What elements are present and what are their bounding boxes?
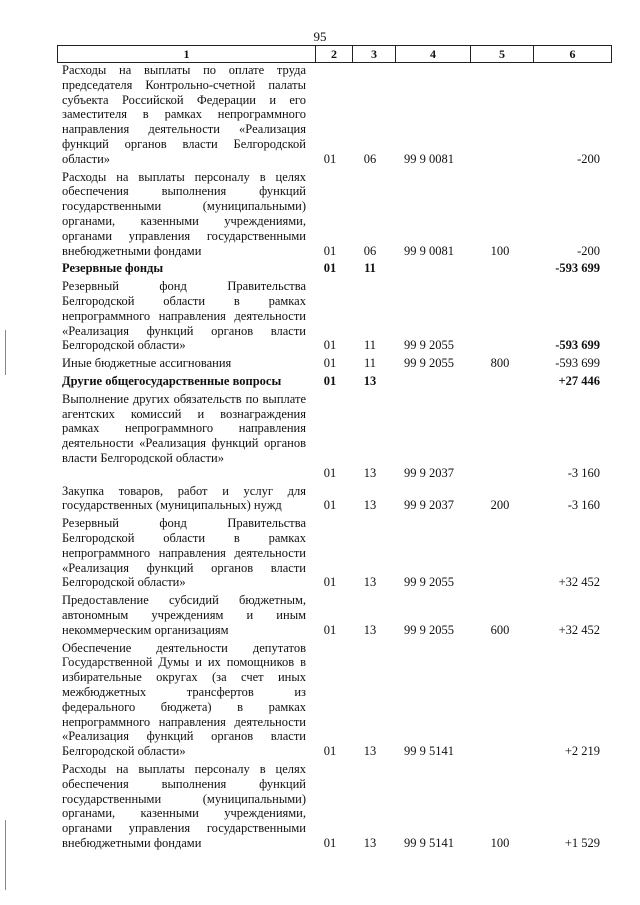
cell-c3: 06 <box>363 151 377 166</box>
cell-c3: 11 <box>363 338 377 353</box>
row-description: Другие общегосударственные вопросы <box>62 373 282 388</box>
cell-c3: 13 <box>363 575 377 590</box>
header-col-2: 2 <box>315 46 352 62</box>
cell-c4: 99 9 2037 <box>404 465 454 480</box>
row-description: Расходы на выплаты по оплате труда председателя Контрольно-счетной палаты субъекта Российской Федерации и его заместителя в рамках непрограммного направления деятельности «Реализация функций органов власти Белгородской области» <box>62 63 306 166</box>
table-row <box>0 516 640 593</box>
cell-c5: 200 <box>490 498 510 513</box>
cell-c5: 100 <box>490 243 510 258</box>
cell-c3: 13 <box>363 622 377 637</box>
cell-c6: -593 699 <box>555 356 600 371</box>
cell-c2: 01 <box>323 373 337 388</box>
cell-c6: +2 219 <box>564 744 600 759</box>
cell-c6: +1 529 <box>564 835 600 850</box>
table-row <box>0 593 640 640</box>
page-number: 95 <box>313 29 327 44</box>
table-row <box>0 279 640 356</box>
table-row <box>0 762 640 854</box>
cell-c3: 13 <box>363 744 377 759</box>
cell-c2: 01 <box>323 465 337 480</box>
cell-c6: -3 160 <box>567 465 600 480</box>
cell-c2: 01 <box>323 622 337 637</box>
cell-c3: 13 <box>363 465 377 480</box>
table-row <box>0 261 640 279</box>
cell-c2: 01 <box>323 261 337 276</box>
cell-c6: -593 699 <box>555 261 600 276</box>
cell-c2: 01 <box>323 498 337 513</box>
cell-c2: 01 <box>323 835 337 850</box>
cell-c3: 13 <box>363 835 377 850</box>
cell-c4: 99 9 2055 <box>404 622 454 637</box>
cell-c2: 01 <box>323 338 337 353</box>
cell-c2: 01 <box>323 575 337 590</box>
cell-c3: 06 <box>363 243 377 258</box>
cell-c4: 99 9 2055 <box>404 356 454 371</box>
margin-mark <box>5 330 6 375</box>
cell-c5: 800 <box>490 356 510 371</box>
table-row <box>0 484 640 517</box>
cell-c6: +32 452 <box>558 575 600 590</box>
cell-c4: 99 9 2037 <box>404 498 454 513</box>
cell-c2: 01 <box>323 744 337 759</box>
cell-c3: 13 <box>363 498 377 513</box>
row-description: Обеспечение деятельности депутатов Государственной Думы и их помощников в избирательные округах (за счет иных межбюджетных трансфертов из федерального бюджета) в рамках непрограммного направления деятельности «Реализация функций органов власти Белгородской области» <box>62 640 306 759</box>
cell-c5: 100 <box>490 835 510 850</box>
cell-c2: 01 <box>323 151 337 166</box>
table-row <box>0 170 640 262</box>
cell-c2: 01 <box>323 356 337 371</box>
cell-c6: -3 160 <box>567 498 600 513</box>
header-col-5: 5 <box>470 46 533 62</box>
row-description: Расходы на выплаты персоналу в целях обеспечения выполнения функций государственными (муниципальными) органами, казенными учреждениями, органами управления государственными внебюджетными фондами <box>62 761 306 850</box>
cell-c4: 99 9 0081 <box>404 151 454 166</box>
cell-c4: 99 9 0081 <box>404 243 454 258</box>
row-description: Резервный фонд Правительства Белгородской области в рамках непрограммного направления деятельности «Реализация функций органов власти Белгородской области» <box>62 279 306 353</box>
cell-c4: 99 9 5141 <box>404 744 454 759</box>
row-description: Резервные фонды <box>62 261 164 276</box>
row-description: Резервный фонд Правительства Белгородской области в рамках непрограммного направления деятельности «Реализация функций органов власти Белгородской области» <box>62 516 306 590</box>
cell-c4: 99 9 5141 <box>404 835 454 850</box>
header-col-1: 1 <box>183 47 190 61</box>
table-row <box>0 392 640 484</box>
cell-c4: 99 9 2055 <box>404 575 454 590</box>
table-row <box>0 374 640 392</box>
table-row <box>0 356 640 374</box>
cell-c6: +32 452 <box>558 622 600 637</box>
header-col-6: 6 <box>533 46 611 62</box>
row-description: Расходы на выплаты персоналу в целях обеспечения выполнения функций государственными (муниципальными) органами, казенными учреждениями, органами управления государственными внебюджетными фондами <box>62 169 306 258</box>
cell-c3: 11 <box>363 356 377 371</box>
cell-c3: 13 <box>363 373 377 388</box>
margin-mark <box>5 820 6 890</box>
row-description: Иные бюджетные ассигнования <box>62 356 232 371</box>
row-description: Закупка товаров, работ и услуг для государственных (муниципальных) нужд <box>62 483 306 513</box>
row-description: Выполнение других обязательств по выплате агентских комиссий и вознаграждения рамках непрограммного направления деятельности «Реализация функций органов власти Белгородской области» <box>62 391 306 465</box>
row-description: Предоставление субсидий бюджетным, автономным учреждениям и иным некоммерческим организациям <box>62 593 306 637</box>
table-body <box>0 63 640 854</box>
header-col-4: 4 <box>395 46 470 62</box>
table-row <box>0 641 640 762</box>
cell-c5: 600 <box>490 622 510 637</box>
cell-c6: -200 <box>577 243 600 258</box>
cell-c6: -593 699 <box>555 338 600 353</box>
cell-c4: 99 9 2055 <box>404 338 454 353</box>
cell-c3: 11 <box>364 261 376 276</box>
header-col-3: 3 <box>352 46 395 62</box>
cell-c6: +27 446 <box>558 373 600 388</box>
table-row <box>0 63 640 170</box>
cell-c2: 01 <box>323 243 337 258</box>
table-header <box>57 45 612 63</box>
cell-c6: -200 <box>577 151 600 166</box>
